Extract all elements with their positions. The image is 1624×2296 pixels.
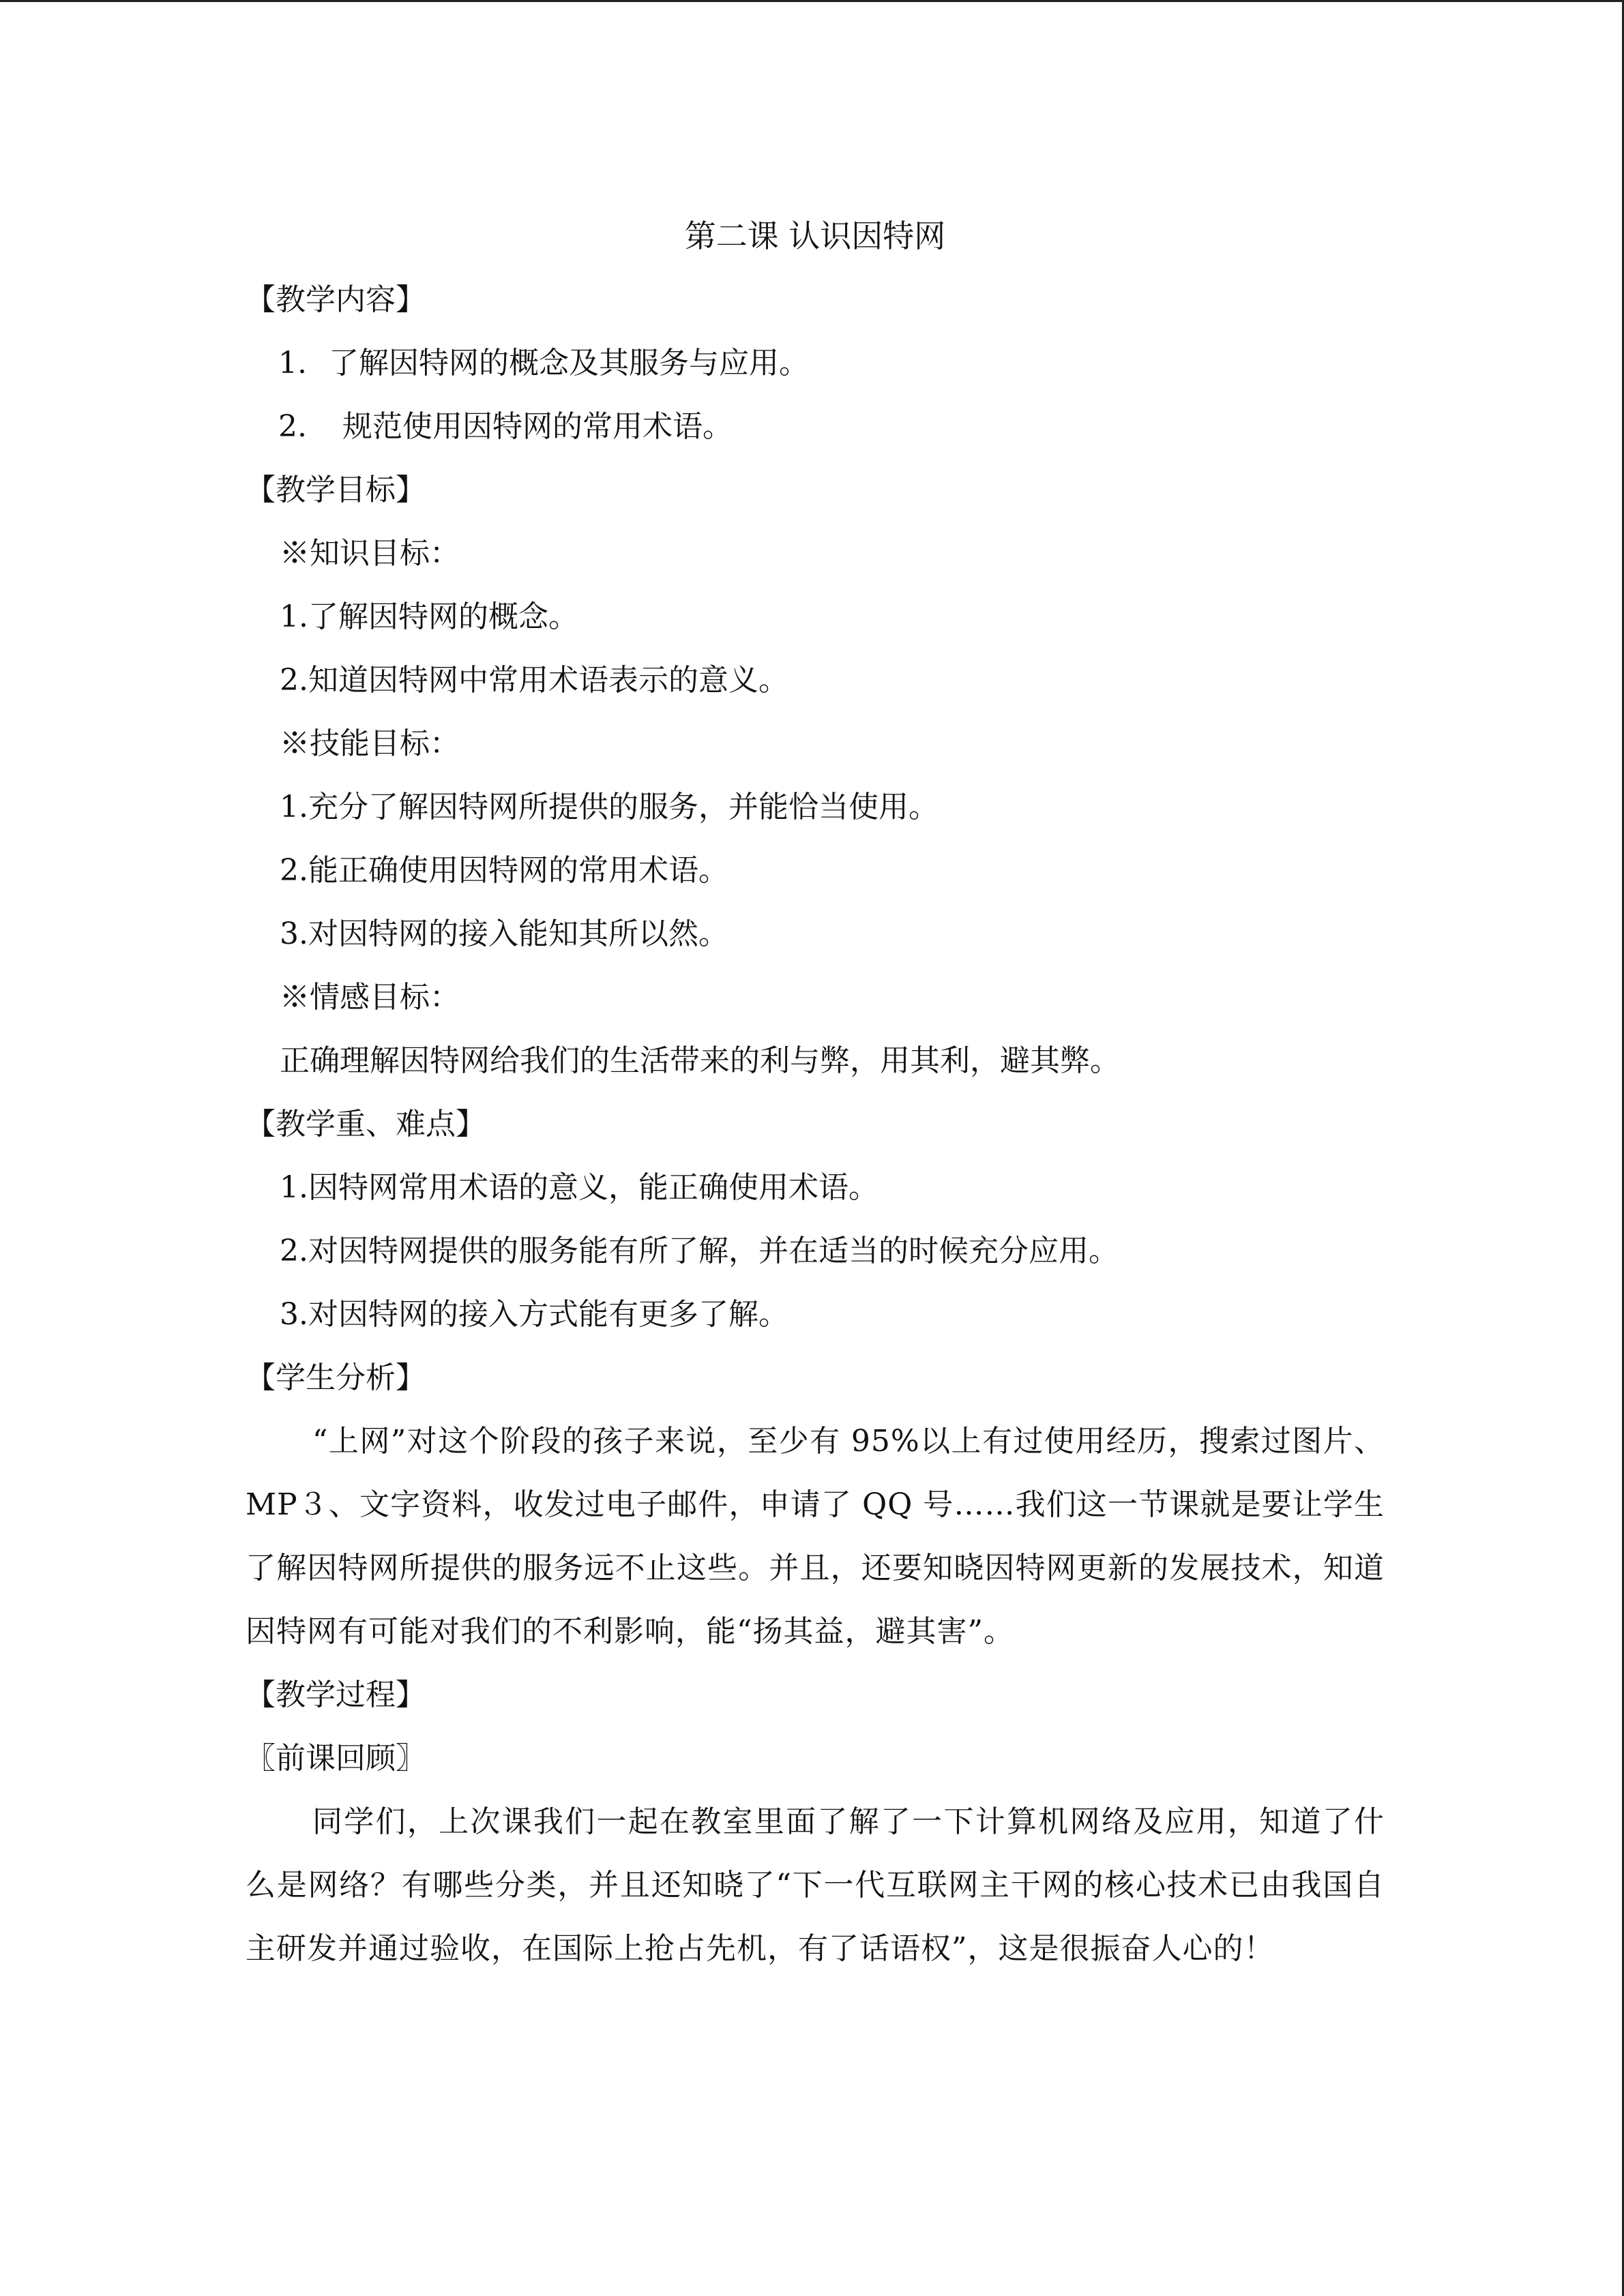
skill-goal-item: 2.能正确使用因特网的常用术语。 xyxy=(280,853,728,888)
page-top-border xyxy=(0,0,1624,2)
knowledge-goal-item: 1.了解因特网的概念。 xyxy=(280,599,578,634)
lesson-title: 第二课 认识因特网 xyxy=(684,218,946,254)
knowledge-goal-item: 2.知道因特网中常用术语表示的意义。 xyxy=(280,663,788,698)
section-heading-process: 【教学过程】 xyxy=(246,1678,426,1712)
content-item-2 xyxy=(246,395,1385,458)
content-item-text: 了解因特网的概念及其服务与应用。 xyxy=(328,346,809,381)
keypoint-item: 2.对因特网提供的服务能有所了解，并在适当的时候充分应用。 xyxy=(280,1234,1119,1268)
section-heading-analysis: 【学生分析】 xyxy=(246,1360,426,1395)
emotion-goal-item: 正确理解因特网给我们的生活带来的利与弊，用其利，避其弊。 xyxy=(280,1043,1120,1078)
content-item-text: 规范使用因特网的常用术语。 xyxy=(342,409,733,444)
keypoint-item: 3.对因特网的接入方式能有更多了解。 xyxy=(280,1297,788,1332)
analysis-paragraph: “上网”对这个阶段的孩子来说，至少有 95%以上有过使用经历，搜索过图片、MP３、文字资料，收发过电子邮件，申请了 QQ 号……我们这一节课就是要让学生了解因特网所提供的服务远不止这些。并且，还要知晓因特网更新的发展技术，知道因特网有可能对我们的不利影响，能“扬其益，避其害”。 xyxy=(246,1424,1385,1649)
content-item-number: 2. xyxy=(278,409,307,444)
knowledge-goal-label: ※知识目标： xyxy=(280,536,460,571)
content-item-1 xyxy=(246,331,1385,395)
emotion-goal-label: ※情感目标： xyxy=(280,980,460,1015)
skill-goal-item: 1.充分了解因特网所提供的服务，并能恰当使用。 xyxy=(280,790,939,824)
keypoint-item: 1.因特网常用术语的意义，能正确使用术语。 xyxy=(280,1170,879,1205)
section-heading-goals: 【教学目标】 xyxy=(246,473,426,507)
section-heading-content: 【教学内容】 xyxy=(246,282,426,317)
skill-goal-label: ※技能目标： xyxy=(280,726,460,761)
document-body xyxy=(246,205,1385,1980)
content-item-number: 1. xyxy=(278,346,307,381)
review-paragraph: 同学们，上次课我们一起在教室里面了解了一下计算机网络及应用，知道了什么是网络？有哪些分类，并且还知晓了“下一代互联网主干网的核心技术已由我国自主研发并通过验收，在国际上抢占先机，有了话语权”，这是很振奋人心的！ xyxy=(246,1804,1385,1966)
section-heading-keypoints: 【教学重、难点】 xyxy=(246,1107,486,1142)
review-label: 〖前课回顾〗 xyxy=(246,1741,426,1776)
skill-goal-item: 3.对因特网的接入能知其所以然。 xyxy=(280,916,728,951)
